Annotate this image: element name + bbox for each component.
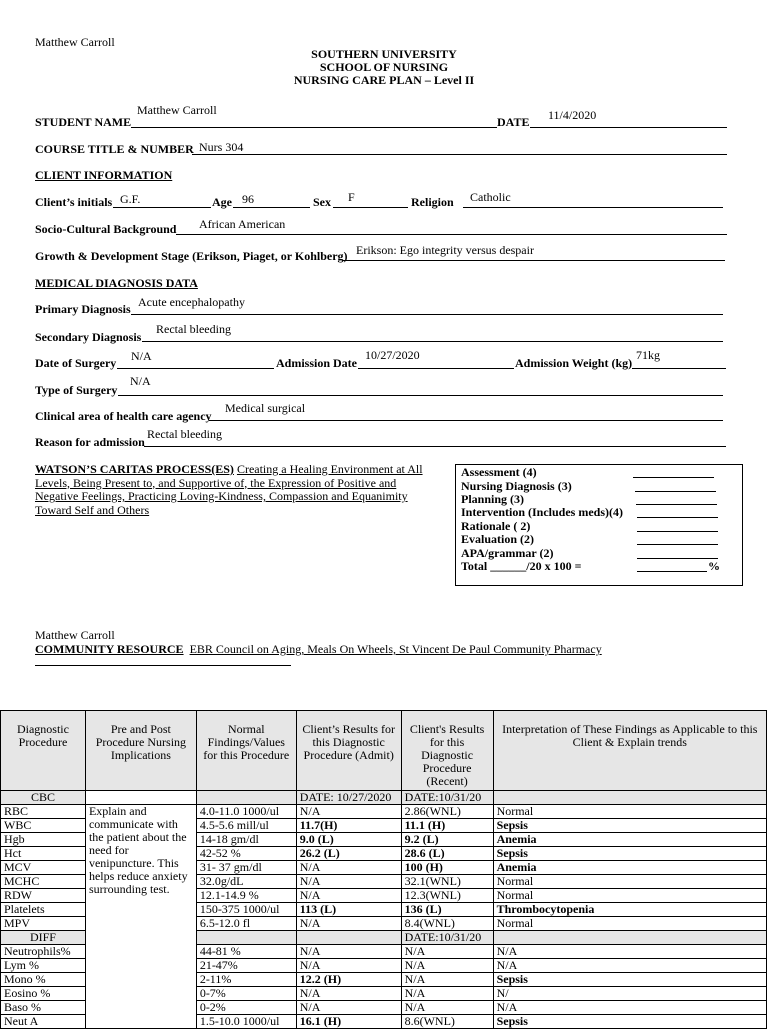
socio-field[interactable]: African American [199, 217, 286, 231]
grading-box [455, 464, 743, 586]
course-field[interactable]: Nurs 304 [199, 140, 244, 154]
table-row: Eosino % 0-7% N/A N/A N/ [1, 987, 767, 1001]
religion-label: Religion [411, 195, 454, 209]
surgery-type-label: Type of Surgery [35, 383, 118, 397]
student-name-label: STUDENT NAME [35, 115, 132, 129]
watson-caritas-section [35, 463, 440, 517]
clinical-area-field[interactable]: Medical surgical [225, 401, 306, 415]
col-header: Client’s Results for this Diagnostic Procedure (Admit) [296, 711, 401, 791]
col-header: Pre and Post Procedure Nursing Implications [85, 711, 196, 791]
grading-item: Evaluation (2) [461, 532, 535, 546]
col-header: Interpretation of These Findings as Applicable to this Client & Explain trends [493, 711, 766, 791]
table-row: Mono % 2-11% 12.2 (H) N/A Sepsis [1, 973, 767, 987]
initials-field[interactable]: G.F. [120, 192, 141, 206]
grading-percent: % [708, 559, 720, 573]
community-resource [35, 642, 602, 657]
table-row: Neutrophils% 44-81 % N/A N/A N/A [1, 945, 767, 959]
date-field[interactable]: 11/4/2020 [548, 108, 597, 122]
grading-item: Intervention (Includes meds)(4) [461, 505, 623, 519]
admit-date: DATE: 10/27/2020 [296, 791, 401, 805]
section-row-cbc [1, 791, 767, 805]
table-row: RDW 12.1-14.9 % N/A 12.3(WNL) Normal [1, 889, 767, 903]
medical-diagnosis-heading: MEDICAL DIAGNOSIS DATA [35, 276, 198, 290]
table-row: Hct 42-52 % 26.2 (L) 28.6 (L) Sepsis [1, 847, 767, 861]
table-row: MCV 31- 37 gm/dl N/A 100 (H) Anemia [1, 861, 767, 875]
table-row: RBC Explain and communicate with the patient about the need for venipuncture. This helps reduce anxiety surrounding test. 4.0-11.0 1000/ul N/A 2.86(WNL) Normal [1, 805, 767, 819]
table-row: MCHC 32.0g/dL N/A 32.1(WNL) Normal [1, 875, 767, 889]
socio-label: Socio-Cultural Background [35, 222, 177, 236]
age-field[interactable]: 96 [242, 192, 254, 206]
section-label: CBC [1, 791, 86, 805]
watson-text: Creating a Healing Environment at All Levels, Being Present to, and Supportive of, the Expression of Positive and Negative Feelings, Practicing Loving-Kindness, Compassion and Equanimity Toward Self and Others [35, 462, 423, 517]
table-row: WBC 4.5-5.6 mill/ul 11.7(H) 11.1 (H) Sepsis [1, 819, 767, 833]
recent-date: DATE:10/31/20 [401, 931, 493, 945]
course-label: COURSE TITLE & NUMBER [35, 142, 194, 156]
author-name: Matthew Carroll [35, 35, 115, 49]
grading-item: Planning (3) [461, 492, 525, 506]
primary-diagnosis-label: Primary Diagnosis [35, 302, 131, 316]
primary-diagnosis-field[interactable]: Acute encephalopathy [138, 295, 245, 309]
admission-date-label: Admission Date [276, 356, 358, 370]
initials-label: Client’s initials [35, 195, 113, 209]
community-label: COMMUNITY RESOURCE [35, 642, 184, 656]
sex-label: Sex [313, 195, 331, 209]
col-header: Normal Findings/Values for this Procedure [196, 711, 296, 791]
secondary-diagnosis-field[interactable]: Rectal bleeding [156, 322, 231, 336]
table-row: MPV 6.5-12.0 fl N/A 8.4(WNL) Normal [1, 917, 767, 931]
secondary-diagnosis-label: Secondary Diagnosis [35, 330, 142, 344]
form-title: NURSING CARE PLAN – Level II [293, 73, 475, 87]
col-header: Client's Results for this Diagnostic Procedure (Recent) [401, 711, 493, 791]
grading-item: Rationale ( 2) [461, 519, 531, 533]
growth-field[interactable]: Erikson: Ego integrity versus despair [356, 243, 534, 257]
grading-total: Total ______/20 x 100 = [461, 559, 582, 573]
date-label: DATE [497, 115, 530, 129]
section-label: DIFF [1, 931, 86, 945]
watson-title: WATSON’S CARITAS PROCESS(ES) [35, 462, 234, 476]
grading-item: Nursing Diagnosis (3) [461, 479, 572, 493]
grading-item: Assessment (4) [461, 465, 537, 479]
reason-field[interactable]: Rectal bleeding [147, 427, 222, 441]
religion-field[interactable]: Catholic [470, 190, 511, 204]
admission-weight-field[interactable]: 71kg [636, 348, 660, 362]
school-subtitle: SCHOOL OF NURSING [319, 60, 449, 74]
sex-field[interactable]: F [348, 190, 355, 204]
table-row: Baso % 0-2% N/A N/A N/A [1, 1001, 767, 1015]
school-name: SOUTHERN UNIVERSITY [311, 47, 457, 61]
age-label: Age [212, 195, 232, 209]
client-info-heading: CLIENT INFORMATION [35, 168, 173, 182]
diagnostic-table [0, 710, 767, 1029]
admission-date-field[interactable]: 10/27/2020 [365, 348, 420, 362]
clinical-area-label: Clinical area of health care agency [35, 409, 212, 423]
surgery-type-field[interactable]: N/A [130, 374, 151, 388]
implications-cell: Explain and communicate with the patient about the need for venipuncture. This helps reduce anxiety surrounding test. [85, 805, 196, 1029]
student-name-field[interactable]: Matthew Carroll [137, 103, 217, 117]
grading-item: APA/grammar (2) [461, 546, 554, 560]
table-row: Lym % 21-47% N/A N/A N/A [1, 959, 767, 973]
recent-date: DATE:10/31/20 [401, 791, 493, 805]
growth-label: Growth & Development Stage (Erikson, Piaget, or Kohlberg) [35, 249, 348, 263]
col-header: Diagnostic Procedure [1, 711, 86, 791]
table-row: Platelets 150-375 1000/ul 113 (L) 136 (L) Thrombocytopenia [1, 903, 767, 917]
surgery-date-label: Date of Surgery [35, 356, 117, 370]
table-row: Hgb 14-18 gm/dl 9.0 (L) 9.2 (L) Anemia [1, 833, 767, 847]
author-name-bottom: Matthew Carroll [35, 628, 115, 642]
reason-label: Reason for admission [35, 435, 145, 449]
surgery-date-field[interactable]: N/A [131, 349, 152, 363]
table-row: Neut A 1.5-10.0 1000/ul 16.1 (H) 8.6(WNL) Sepsis [1, 1015, 767, 1029]
admission-weight-label: Admission Weight (kg) [515, 356, 633, 370]
community-value: EBR Council on Aging, Meals On Wheels, St Vincent De Paul Community Pharmacy [189, 642, 602, 656]
